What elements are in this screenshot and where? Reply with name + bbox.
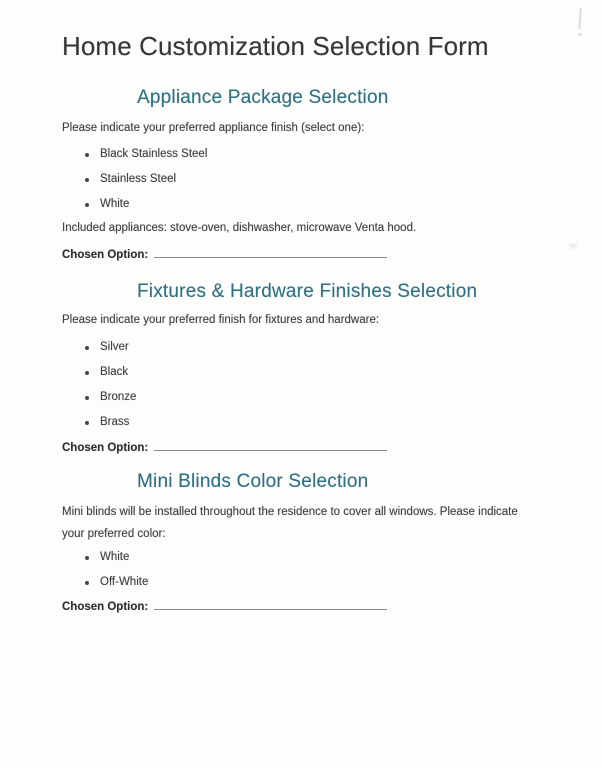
section-intro: your preferred color: <box>62 528 166 540</box>
list-item <box>62 360 544 385</box>
section-mini-blinds <box>62 471 544 615</box>
chosen-option-blank <box>154 437 387 451</box>
option-label: White <box>100 198 130 210</box>
list-item <box>62 167 544 192</box>
section-intro: Please indicate your preferred appliance finish (select one): <box>62 122 365 134</box>
bullet-icon <box>85 371 89 375</box>
option-label: Black Stainless Steel <box>100 148 208 160</box>
page-title: Home Customization Selection Form <box>62 31 489 61</box>
list-item <box>62 335 544 360</box>
section-fixtures-hardware <box>62 281 544 456</box>
bullet-icon <box>85 581 89 585</box>
list-item <box>62 385 544 410</box>
option-label: Bronze <box>100 391 137 403</box>
option-label: Stainless Steel <box>100 173 177 185</box>
chosen-option-blank <box>154 596 387 610</box>
bullet-icon <box>85 203 89 207</box>
bullet-icon <box>85 396 89 400</box>
option-list <box>62 545 544 595</box>
option-label: Black <box>100 366 129 378</box>
chosen-option-row <box>62 596 544 615</box>
list-item <box>62 410 544 435</box>
bullet-icon <box>85 556 89 560</box>
section-heading: Fixtures & Hardware Finishes Selection <box>137 281 478 302</box>
option-list <box>62 142 544 217</box>
option-label: Brass <box>100 416 130 428</box>
appliance-note: Included appliances: stove-oven, dishwasher, microwave Venta hood. <box>62 222 417 234</box>
scan-artifact <box>578 33 582 36</box>
option-label: White <box>100 551 130 563</box>
chosen-option-row <box>62 437 544 456</box>
section-appliance-package <box>62 87 544 263</box>
bullet-icon <box>85 178 89 182</box>
section-intro: Mini blinds will be installed throughout the residence to cover all windows. Please indicate <box>62 506 518 518</box>
scan-artifact <box>569 243 577 249</box>
option-label: Off-White <box>100 576 149 588</box>
bullet-icon <box>85 153 89 157</box>
list-item <box>62 192 544 217</box>
chosen-option-label: Chosen Option: <box>62 601 149 613</box>
option-label: Silver <box>100 341 129 353</box>
option-list <box>62 335 544 435</box>
section-heading: Mini Blinds Color Selection <box>137 471 369 492</box>
bullet-icon <box>85 346 89 350</box>
bullet-icon <box>85 421 89 425</box>
list-item <box>62 142 544 167</box>
scan-artifact <box>578 8 581 29</box>
chosen-option-label: Chosen Option: <box>62 249 149 261</box>
chosen-option-row <box>62 244 544 263</box>
section-heading: Appliance Package Selection <box>137 87 389 108</box>
chosen-option-label: Chosen Option: <box>62 442 149 454</box>
chosen-option-blank <box>154 244 387 258</box>
list-item <box>62 545 544 570</box>
section-intro: Please indicate your preferred finish for fixtures and hardware: <box>62 314 380 326</box>
list-item <box>62 570 544 595</box>
